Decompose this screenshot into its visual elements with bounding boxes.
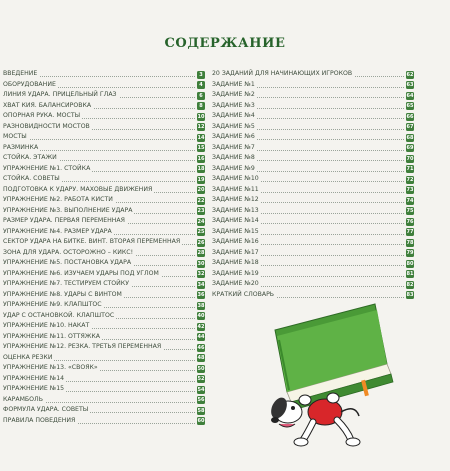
page-number-badge: 22 [197,197,205,204]
toc-entry-title: ЗАДАНИЕ №14 [212,216,261,227]
toc-entry-title: ЗАДАНИЕ №20 [212,279,261,290]
toc-entry [212,143,414,154]
toc-entry [3,195,205,206]
toc-entry-title: ЗАДАНИЕ №2 [212,90,257,101]
toc-entry-title: СТОЙКА. ЭТАЖИ [3,153,59,164]
toc-entry [212,153,414,164]
toc-entry-title: ХВАТ КИЯ. БАЛАНСИРОВКА [3,101,93,112]
toc-entry [3,132,205,143]
page-number-badge: 62 [406,71,414,78]
toc-entry-title: УДАР С ОСТАНОВКОЙ. КЛАПШТОС [3,311,116,322]
page-number-badge: 44 [197,334,205,340]
toc-entry-title: ПОДГОТОВКА К УДАРУ. МАХОВЫЕ ДВИЖЕНИЯ [3,185,154,196]
toc-entry [3,206,205,217]
toc-entry-title: ОПОРНАЯ РУКА. МОСТЫ [3,111,82,122]
toc-entry-title: УПРАЖНЕНИЕ №15 [3,384,66,395]
toc-entry-title: СЕКТОР УДАРА НА БИТКЕ. ВИНТ. ВТОРАЯ ПЕРЕМЕННАЯ [3,237,182,248]
toc-entry-title: 20 ЗАДАНИЙ ДЛЯ НАЧИНАЮЩИХ ИГРОКОВ [212,69,354,80]
toc-entry [3,90,205,101]
page-number-badge: 78 [406,239,414,246]
toc-entry [3,300,205,311]
toc-entry-title: СТОЙКА. СОВЕТЫ [3,174,62,185]
page-number-badge: 48 [197,355,205,361]
toc-entry-title: ЗАДАНИЕ №18 [212,258,261,269]
toc-entry-title: УПРАЖНЕНИЕ №2. РАБОТА КИСТИ [3,195,115,206]
toc-entry [3,164,205,175]
page-number-badge: 70 [406,155,414,162]
toc-entry-title: ЗАДАНИЕ №11 [212,185,261,196]
toc-entry-title: ЗАДАНИЕ №15 [212,227,261,238]
toc-entry [212,164,414,175]
toc-entry-title: УПРАЖНЕНИЕ №7. ТЕСТИРУЕМ СТОЙКУ [3,279,131,290]
toc-entry-title: ПРАВИЛА ПОВЕДЕНИЯ [3,416,77,427]
page-number-badge: 80 [406,260,414,267]
page-number-badge: 38 [197,302,205,309]
toc-entry-title: УПРАЖНЕНИЕ №11. ОТТЯЖКА [3,332,102,343]
toc-entry-title: ЗАДАНИЕ №4 [212,111,257,122]
toc-entry [3,227,205,238]
toc-entry-title: УПРАЖНЕНИЕ №3. ВЫПОЛНЕНИЕ УДАРА [3,206,134,217]
toc-entry-title: ЗАДАНИЕ №1 [212,80,257,91]
page-number-badge: 16 [197,155,205,162]
toc-entry [3,384,205,395]
toc-entry [212,90,414,101]
page-number-badge: 67 [406,124,414,130]
page-number-badge: 71 [406,166,414,172]
toc-entry [212,237,414,248]
toc-entry [212,279,414,290]
page-number-badge: 75 [406,208,414,214]
page-number-badge: 79 [406,250,414,256]
page-title: СОДЕРЖАНИЕ [164,36,286,51]
page-number-badge: 74 [406,197,414,204]
page-number-badge: 58 [197,407,205,414]
page-number-badge: 42 [197,323,205,330]
toc-entry [212,258,414,269]
toc-entry [3,279,205,290]
toc-right-column [212,69,414,300]
toc-entry [3,321,205,332]
page-number-badge: 76 [406,218,414,225]
toc-entry [3,185,205,196]
toc-entry [212,206,414,217]
toc-entry [3,80,205,91]
page-number-badge: 46 [197,344,205,351]
toc-entry-title: ЗАДАНИЕ №9 [212,164,257,175]
toc-entry [212,80,414,91]
page-number-badge: 6 [197,92,205,100]
page-number-badge: 30 [197,260,205,267]
toc-entry-title: РАЗМИНКА [3,143,40,154]
page-number-badge: 56 [197,397,205,403]
page-number-badge: 66 [406,113,414,120]
toc-entry [3,395,205,406]
toc-left-column [3,69,205,426]
toc-entry [3,216,205,227]
page-number-badge: 81 [406,271,414,277]
toc-entry [212,195,414,206]
page-number-badge: 50 [197,365,205,372]
toc-entry [3,248,205,259]
page-number-badge: 26 [197,239,205,246]
toc-entry-title: ЗАДАНИЕ №13 [212,206,261,217]
toc-entry [212,216,414,227]
toc-entry [3,122,205,133]
page-number-badge: 40 [197,313,205,319]
toc-entry-title: МОСТЫ [3,132,29,143]
toc-entry-title: РАЗМЕР УДАРА. ПЕРВАЯ ПЕРЕМЕННАЯ [3,216,127,227]
toc-entry-title: ЛИНИЯ УДАРА. ПРИЦЕЛЬНЫЙ ГЛАЗ [3,90,119,101]
toc-entry-title: ЗАДАНИЕ №5 [212,122,257,133]
toc-entry-title: КАРАМБОЛЬ [3,395,45,406]
toc-entry-title: ВВЕДЕНИЕ [3,69,39,80]
page-number-badge: 68 [406,134,414,141]
toc-entry [3,342,205,353]
toc-entry [3,237,205,248]
page-number-badge: 20 [197,187,205,193]
page-number-badge: 82 [406,281,414,288]
toc-entry [212,290,414,301]
toc-entry [3,416,205,427]
page-number-badge: 19 [197,176,205,183]
toc-entry [3,143,205,154]
toc-entry [212,101,414,112]
dot-leader [3,139,195,140]
toc-entry [212,269,414,280]
toc-entry-title: УПРАЖНЕНИЕ №8. УДАРЫ С ВИНТОМ [3,290,124,301]
page-number-badge: 32 [197,271,205,277]
page-number-badge: 73 [406,187,414,193]
toc-entry [3,311,205,322]
toc-entry [212,122,414,133]
page-number-badge: 15 [197,145,205,151]
toc-entry-title: ФОРМУЛА УДАРА. СОВЕТЫ [3,405,90,416]
toc-entry [212,69,414,80]
toc-entry [3,69,205,80]
toc-entry-title: УПРАЖНЕНИЕ №14 [3,374,66,385]
toc-entry-title: УПРАЖНЕНИЕ №6. ИЗУЧАЕМ УДАРЫ ПОД УГЛОМ [3,269,161,280]
page-number-badge: 72 [406,176,414,183]
page-number-badge: 63 [406,82,414,88]
page-number-badge: 52 [197,376,205,382]
toc-entry [212,185,414,196]
toc-entry-title: ЗАДАНИЕ №7 [212,143,257,154]
page-number-badge: 34 [197,281,205,288]
toc-entry [212,174,414,185]
page-number-badge: 23 [197,208,205,214]
toc-entry [3,353,205,364]
page-number-badge: 25 [197,229,205,235]
toc-entry [3,101,205,112]
toc-entry-title: КРАТКИЙ СЛОВАРЬ [212,290,276,301]
toc-entry-title: УПРАЖНЕНИЕ №4. РАЗМЕР УДАРА [3,227,114,238]
page-number-badge: 24 [197,218,205,225]
toc-entry [3,363,205,374]
page-number-badge: 36 [197,292,205,298]
toc-entry-title: ЗАДАНИЕ №16 [212,237,261,248]
toc-entry-title: УПРАЖНЕНИЕ №12. РЕЗКА. ТРЕТЬЯ ПЕРЕМЕННАЯ [3,342,163,353]
toc-entry [212,227,414,238]
dog-carrying-book-illustration [255,300,415,450]
toc-entry-title: ЗАДАНИЕ №19 [212,269,261,280]
toc-entry-title: ОБОРУДОВАНИЕ [3,80,58,91]
page-number-badge: 77 [406,229,414,235]
toc-entry [3,332,205,343]
page-number-badge: 3 [197,71,205,79]
page-number-badge: 54 [197,386,205,393]
toc-entry-title: РАЗНОВИДНОСТИ МОСТОВ [3,122,92,133]
toc-entry-title: УПРАЖНЕНИЕ №10. НАКАТ [3,321,91,332]
toc-entry-title: ЗАДАНИЕ №12 [212,195,261,206]
page-number-badge: 4 [197,81,205,89]
page-number-badge: 8 [197,102,205,110]
page-number-badge: 65 [406,103,414,109]
toc-entry [3,374,205,385]
toc-entry [212,111,414,122]
toc-entry-title: ЗАДАНИЕ №10 [212,174,261,185]
toc-entry-title: УПРАЖНЕНИЕ №5. ПОСТАНОВКА УДАРА [3,258,133,269]
toc-entry-title: ЗОНА ДЛЯ УДАРА. ОСТОРОЖНО – КИКС! [3,248,135,259]
toc-entry [3,153,205,164]
toc-entry [3,111,205,122]
toc-entry [3,258,205,269]
toc-entry-title: УПРАЖНЕНИЕ №13. «СВОЯК» [3,363,100,374]
page-number-badge: 18 [197,166,205,172]
toc-entry [3,269,205,280]
toc-entry-title: ЗАДАНИЕ №8 [212,153,257,164]
toc-entry-title: ЗАДАНИЕ №3 [212,101,257,112]
page-number-badge: 83 [406,292,414,298]
page-number-badge: 60 [197,418,205,424]
page-number-badge: 12 [197,124,205,130]
toc-entry [212,248,414,259]
page-number-badge: 69 [406,145,414,151]
page-number-badge: 14 [197,134,205,141]
page-number-badge: 64 [406,92,414,99]
toc-entry [3,405,205,416]
toc-entry [3,290,205,301]
toc-entry-title: ОЦЕНКА РЕЗКИ [3,353,54,364]
page-number-badge: 10 [197,113,205,120]
toc-entry-title: УПРАЖНЕНИЕ №9. КЛАПШТОС [3,300,104,311]
toc-entry-title: УПРАЖНЕНИЕ №1. СТОЙКА [3,164,92,175]
toc-entry [212,132,414,143]
page-number-badge: 28 [197,250,205,256]
toc-entry-title: ЗАДАНИЕ №6 [212,132,257,143]
toc-entry [3,174,205,185]
toc-entry-title: ЗАДАНИЕ №17 [212,248,261,259]
